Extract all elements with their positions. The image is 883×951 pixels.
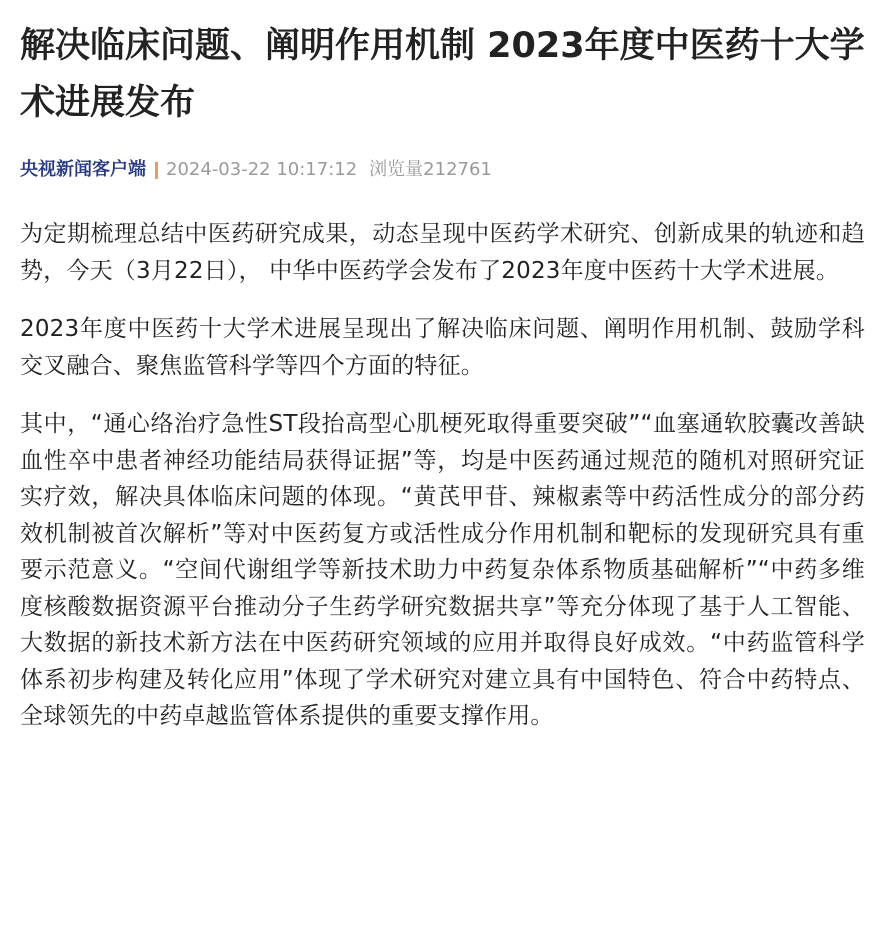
paragraph-1: 为定期梳理总结中医药研究成果，动态呈现中医药学术研究、创新成果的轨迹和趋势，今天（3月22日）， 中华中医药学会发布了2023年度中医药十大学术进展。 bbox=[20, 221, 865, 284]
source-link[interactable]: 央视新闻客户端 bbox=[20, 159, 146, 180]
view-count: 浏览量212761 bbox=[369, 159, 492, 180]
meta-divider bbox=[155, 162, 158, 179]
publish-time: 2024-03-22 10:17:12 bbox=[166, 159, 358, 180]
paragraph-2: 2023年度中医药十大学术进展呈现出了解决临床问题、阐明作用机制、鼓励学科交叉融合、聚焦监管科学等四个方面的特征。 bbox=[20, 316, 865, 379]
article-title: 解决临床问题、阐明作用机制 2023年度中医药十大学术进展发布 bbox=[20, 26, 865, 123]
paragraph-3: 其中，“通心络治疗急性ST段抬高型心肌梗死取得重要突破”“血塞通软胶囊改善缺血性卒中患者神经功能结局获得证据”等，均是中医药通过规范的随机对照研究证实疗效，解决具体临床问题的体现。“黄芪甲苷、辣椒素等中药活性成分的部分药效机制被首次解析”等对中医药复方或活性成分作用机制和靶标的发现研究具有重要示范意义。“空间代谢组学等新技术助力中药复杂体系物质基础解析”“中药多维度核酸数据资源平台推动分子生药学研究数据共享”等充分体现了基于人工智能、大数据的新技术新方法在中医药研究领域的应用并取得良好成效。“中药监管科学体系初步构建及转化应用”体现了学术研究对建立具有中国特色、符合中药特点、全球领先的中药卓越监管体系提供的重要支撑作用。 bbox=[20, 411, 865, 729]
article-meta bbox=[20, 156, 865, 184]
